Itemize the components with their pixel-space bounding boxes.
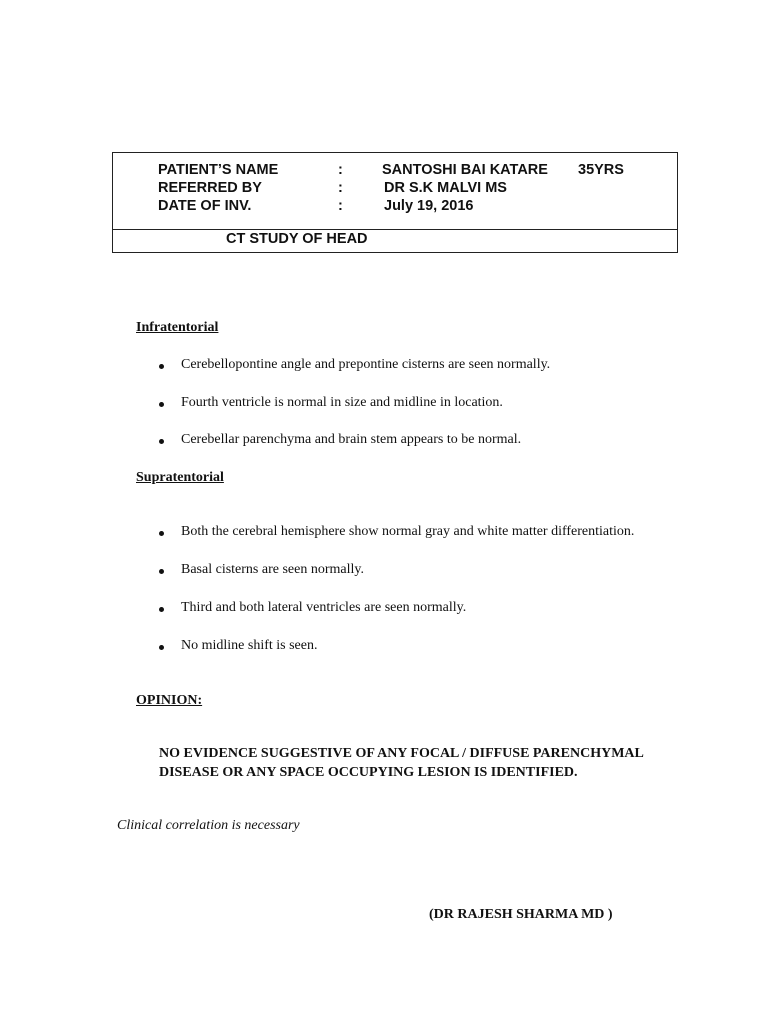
patient-name-value: SANTOSHI BAI KATARE	[382, 162, 548, 178]
date-of-inv-value: July 19, 2016	[384, 198, 474, 214]
bullet-icon	[159, 402, 164, 407]
date-of-inv-label: DATE OF INV.	[158, 198, 252, 214]
patient-age: 35YRS	[578, 162, 624, 178]
referred-by-value: DR S.K MALVI MS	[384, 180, 507, 196]
bullet-icon	[159, 531, 164, 536]
opinion-line-1: NO EVIDENCE SUGGESTIVE OF ANY FOCAL / DIFFUSE PARENCHYMAL	[159, 746, 644, 761]
clinical-note: Clinical correlation is necessary	[117, 818, 300, 833]
supratentorial-item: Third and both lateral ventricles are seen normally.	[181, 600, 467, 615]
doctor-signature: (DR RAJESH SHARMA MD )	[429, 907, 613, 922]
infratentorial-item: Cerebellar parenchyma and brain stem appears to be normal.	[181, 432, 522, 447]
bullet-icon	[159, 364, 164, 369]
referred-by-colon: :	[338, 180, 343, 196]
supratentorial-item: Basal cisterns are seen normally.	[181, 562, 364, 577]
bullet-icon	[159, 439, 164, 444]
opinion-line-2: DISEASE OR ANY SPACE OCCUPYING LESION IS IDENTIFIED.	[159, 765, 578, 780]
patient-name-colon: :	[338, 162, 343, 178]
patient-name-label: PATIENT’S NAME	[158, 162, 279, 178]
opinion-heading: OPINION:	[136, 693, 203, 708]
bullet-icon	[159, 569, 164, 574]
date-of-inv-colon: :	[338, 198, 343, 214]
infratentorial-heading: Infratentorial	[136, 320, 219, 335]
bullet-icon	[159, 607, 164, 612]
infratentorial-item: Fourth ventricle is normal in size and midline in location.	[181, 395, 503, 410]
supratentorial-item: No midline shift is seen.	[181, 638, 318, 653]
supratentorial-heading: Supratentorial	[136, 470, 224, 485]
supratentorial-item: Both the cerebral hemisphere show normal gray and white matter differentiation.	[181, 524, 635, 539]
bullet-icon	[159, 645, 164, 650]
infratentorial-item: Cerebellopontine angle and prepontine cisterns are seen normally.	[181, 357, 551, 372]
study-title: CT STUDY OF HEAD	[226, 231, 368, 247]
header-divider	[113, 229, 677, 230]
referred-by-label: REFERRED BY	[158, 180, 262, 196]
